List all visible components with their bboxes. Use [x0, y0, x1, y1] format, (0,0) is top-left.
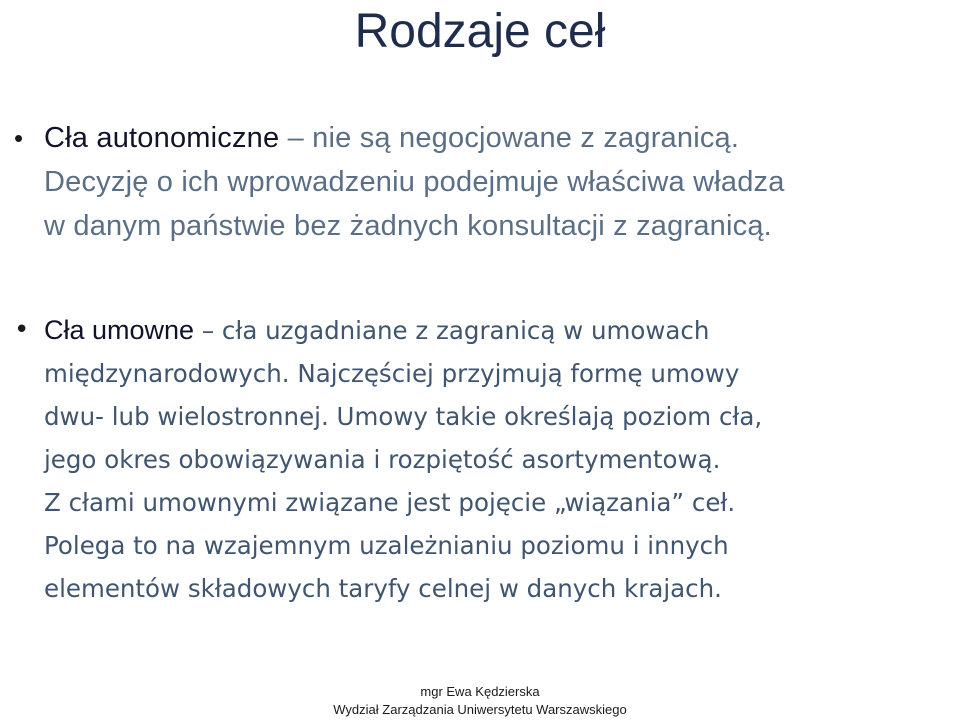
footer-author: mgr Ewa Kędzierska — [420, 684, 540, 699]
bullet-contractual-duties — [14, 309, 959, 610]
bullet-term: Cła umowne — [44, 315, 195, 345]
bullet-line — [44, 116, 944, 160]
bullet-autonomous-duties — [14, 116, 944, 248]
bullet-line: jego okres obowiązywania i rozpiętość asortymentową. — [44, 445, 721, 474]
bullet-line: Z cłami umownymi związane jest pojęcie „wiązania” ceł. — [44, 488, 736, 517]
slide-title: Rodzaje ceł — [354, 5, 606, 58]
bullet-term: Cła autonomiczne — [44, 122, 280, 154]
bullet-line: Polega to na wzajemnym uzależnianiu poziomu i innych — [44, 531, 729, 560]
bullet-line: Decyzję o ich wprowadzeniu podejmuje właściwa władza — [44, 166, 785, 198]
bullet-line: w danym państwie bez żadnych konsultacji z zagranicą. — [44, 210, 772, 242]
footer-institution: Wydział Zarządzania Uniwersytetu Warszawskiego — [333, 702, 627, 717]
bullet-line: dwu- lub wielostronnej. Umowy takie określają poziom cła, — [44, 402, 763, 431]
bullet-line: elementów składowych taryfy celnej w danych krajach. — [44, 574, 722, 603]
bullet-dot-icon: • — [14, 123, 24, 153]
bullet-text: – nie są negocjowane z zagranicą. — [279, 122, 740, 154]
bullet-line: międzynarodowych. Najczęściej przyjmują formę umowy — [44, 359, 740, 388]
bullet-line — [44, 309, 959, 352]
bullet-text: – cła uzgadniane z zagranicą w umowach — [194, 316, 710, 345]
bullet-dot-icon: • — [14, 315, 30, 345]
